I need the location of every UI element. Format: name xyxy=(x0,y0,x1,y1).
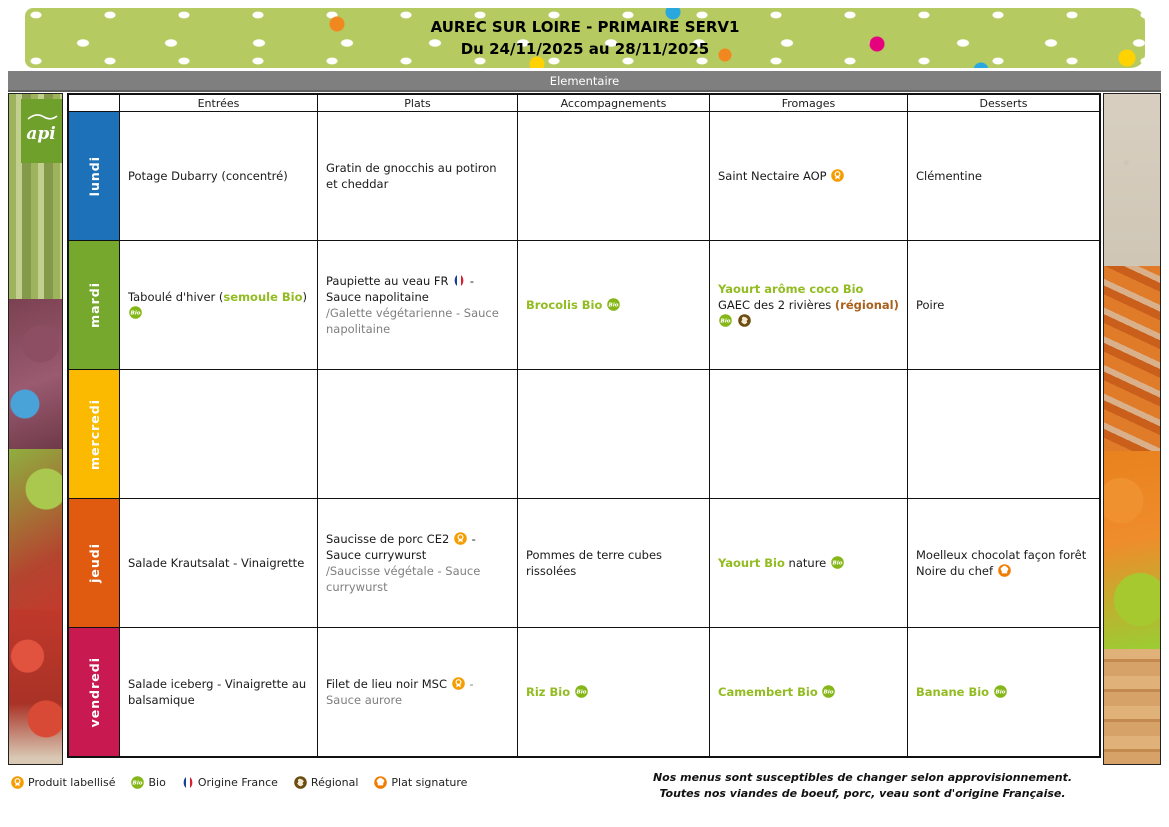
menu-text: GAEC des 2 rivières xyxy=(718,297,835,312)
day-label-text: jeudi xyxy=(86,543,102,583)
menu-cell-mercredi-fromages xyxy=(709,370,907,498)
bio-icon xyxy=(129,306,142,319)
label-icon xyxy=(454,532,467,545)
label-icon xyxy=(831,169,844,182)
legend-item-france xyxy=(181,776,278,789)
photo-carrots xyxy=(1104,266,1160,451)
legend-item-label xyxy=(10,776,115,789)
label-icon xyxy=(11,776,24,789)
menu-text: Poire xyxy=(916,297,945,312)
menu-text: Yaourt Bio xyxy=(718,555,785,570)
photo-apple xyxy=(9,449,62,609)
column-header-plats: Plats xyxy=(317,95,517,111)
svg-text:Bio: Bio xyxy=(823,689,834,696)
day-label-text: vendredi xyxy=(86,656,102,728)
day-label-text: lundi xyxy=(86,155,102,197)
menu-cell-jeudi-fromages xyxy=(709,499,907,627)
regional-icon xyxy=(294,776,307,789)
regional-icon xyxy=(738,314,751,327)
photo-peppers xyxy=(1104,451,1160,649)
legend-label: Bio xyxy=(148,776,166,789)
photo-paper xyxy=(1104,94,1160,266)
menu-text: Salade iceberg - Vinaigrette au balsamique xyxy=(128,676,307,707)
menu-text: Paupiette au veau FR xyxy=(326,273,453,288)
menu-cell-vendredi-desserts xyxy=(907,628,1099,756)
legend-item-bio xyxy=(130,776,165,789)
menu-text: Salade Krautsalat - Vinaigrette xyxy=(128,555,305,570)
menu-cell-mercredi-accompagnements xyxy=(517,370,709,498)
photo-cabbage xyxy=(9,299,62,449)
right-photo-strip xyxy=(1103,93,1161,765)
menu-text: semoule Bio xyxy=(223,289,303,304)
menu-cell-jeudi-entrees xyxy=(119,499,317,627)
svg-text:Bio: Bio xyxy=(576,689,587,696)
day-label-lundi xyxy=(69,112,119,240)
menu-text xyxy=(989,685,993,699)
footer-note xyxy=(600,770,1125,802)
menu-cell-jeudi-desserts xyxy=(907,499,1099,627)
menu-text: Camembert Bio xyxy=(718,684,818,699)
bio-icon xyxy=(131,776,144,789)
menu-text: - Sauce currywurst xyxy=(326,531,476,562)
menu-row-lundi xyxy=(69,111,1099,240)
menu-cell-vendredi-accompagnements xyxy=(517,628,709,756)
column-header-desserts: Desserts xyxy=(907,95,1099,111)
page-title-line2: Du 24/11/2025 au 28/11/2025 xyxy=(460,40,710,58)
svg-text:Bio: Bio xyxy=(130,310,141,317)
day-label-mercredi xyxy=(69,370,119,498)
svg-text:Bio: Bio xyxy=(132,780,144,787)
bio-icon xyxy=(607,298,620,311)
menu-text: ) xyxy=(302,289,307,304)
left-photo-strip xyxy=(8,93,63,765)
svg-text:Bio: Bio xyxy=(832,560,843,567)
photo-tomato xyxy=(9,609,62,765)
signature-icon xyxy=(374,776,387,789)
day-column-spacer xyxy=(69,95,119,111)
menu-text: Brocolis Bio xyxy=(526,297,603,312)
column-header-accompagnements: Accompagnements xyxy=(517,95,709,111)
menu-cell-mercredi-desserts xyxy=(907,370,1099,498)
menu-text: nature xyxy=(784,555,830,570)
legend-label: Plat signature xyxy=(391,776,468,789)
menu-text xyxy=(570,685,574,699)
section-label: Elementaire xyxy=(549,73,620,88)
legend-label: Produit labellisé xyxy=(28,776,116,789)
menu-cell-mardi-entrees xyxy=(119,241,317,369)
menu-cell-jeudi-plats xyxy=(317,499,517,627)
day-label-jeudi xyxy=(69,499,119,627)
france-icon xyxy=(453,274,465,287)
menu-row-jeudi xyxy=(69,498,1099,627)
bio-icon xyxy=(575,685,588,698)
page-title-line1: AUREC SUR LOIRE - PRIMAIRE SERV1 xyxy=(430,17,740,36)
menu-cell-mardi-desserts xyxy=(907,241,1099,369)
header-banner xyxy=(25,8,1145,68)
bio-icon xyxy=(822,685,835,698)
photo-wood xyxy=(1104,649,1160,765)
menu-cell-mercredi-plats xyxy=(317,370,517,498)
menu-text: Riz Bio xyxy=(526,684,571,699)
menu-text: Taboulé d'hiver ( xyxy=(128,289,224,304)
menu-table xyxy=(67,93,1101,758)
menu-cell-mardi-fromages xyxy=(709,241,907,369)
legend xyxy=(10,776,467,789)
menu-text xyxy=(818,685,822,699)
france-icon xyxy=(182,776,194,789)
menu-cell-lundi-accompagnements xyxy=(517,112,709,240)
column-header-entrees: Entrées xyxy=(119,95,317,111)
legend-item-signature xyxy=(373,776,467,789)
menu-row-mardi xyxy=(69,240,1099,369)
menu-text: Clémentine xyxy=(916,168,982,183)
menu-cell-mercredi-entrees xyxy=(119,370,317,498)
column-header-fromages: Fromages xyxy=(709,95,907,111)
day-label-vendredi xyxy=(69,628,119,756)
svg-text:Bio: Bio xyxy=(720,318,731,325)
day-label-text: mardi xyxy=(86,282,102,328)
menu-cell-mardi-plats xyxy=(317,241,517,369)
svg-text:api: api xyxy=(26,124,56,144)
menu-text: /Saucisse végétale - Sauce currywurst xyxy=(326,564,481,595)
menu-cell-vendredi-plats xyxy=(317,628,517,756)
day-label-text: mercredi xyxy=(86,398,102,470)
legend-label: Régional xyxy=(310,776,359,789)
menu-text: Moelleux chocolat façon forêt Noire du chef xyxy=(916,547,1087,578)
menu-text: Saint Nectaire AOP xyxy=(718,168,831,183)
bio-icon xyxy=(831,556,844,569)
menu-text: (régional) xyxy=(834,297,899,312)
menu-text: Filet de lieu noir MSC xyxy=(326,676,451,691)
label-icon xyxy=(452,677,465,690)
menu-text: Gratin de gnocchis au potiron et cheddar xyxy=(326,160,497,191)
menu-cell-lundi-plats xyxy=(317,112,517,240)
footer-note-line1: Nos menus sont susceptibles de changer selon approvisionnement. xyxy=(652,771,1073,784)
page-title xyxy=(431,16,740,61)
menu-text xyxy=(733,314,737,328)
day-label-mardi xyxy=(69,241,119,369)
menu-cell-lundi-desserts xyxy=(907,112,1099,240)
svg-text:Bio: Bio xyxy=(995,689,1006,696)
menu-text xyxy=(602,298,606,312)
menu-text: Saucisse de porc CE2 xyxy=(326,531,453,546)
svg-text:Bio: Bio xyxy=(608,302,619,309)
menu-cell-jeudi-accompagnements xyxy=(517,499,709,627)
footer-note-line2: Toutes nos viandes de boeuf, porc, veau sont d'origine Française. xyxy=(659,786,1066,800)
menu-header-row xyxy=(69,95,1099,111)
menu-text: Pommes de terre cubes rissolées xyxy=(526,547,663,578)
legend-label: Origine France xyxy=(197,776,278,789)
menu-cell-lundi-fromages xyxy=(709,112,907,240)
menu-text: Yaourt arôme coco Bio xyxy=(718,281,864,296)
signature-icon xyxy=(998,564,1011,577)
section-bar xyxy=(8,71,1161,92)
menu-text: Banane Bio xyxy=(916,684,990,699)
menu-row-mercredi xyxy=(69,369,1099,498)
api-logo xyxy=(21,99,63,163)
menu-text: /Galette végétarienne - Sauce napolitaine xyxy=(326,306,499,337)
menu-cell-mardi-accompagnements xyxy=(517,241,709,369)
menu-text: Potage Dubarry (concentré) xyxy=(128,168,288,183)
menu-rows xyxy=(69,111,1099,756)
menu-text: - Sauce aurore xyxy=(326,676,474,707)
bio-icon xyxy=(719,314,732,327)
menu-text: - Sauce napolitaine xyxy=(326,273,475,304)
menu-cell-vendredi-fromages xyxy=(709,628,907,756)
menu-cell-vendredi-entrees xyxy=(119,628,317,756)
legend-item-regional xyxy=(293,776,358,789)
bio-icon xyxy=(994,685,1007,698)
menu-cell-lundi-entrees xyxy=(119,112,317,240)
menu-row-vendredi xyxy=(69,627,1099,756)
